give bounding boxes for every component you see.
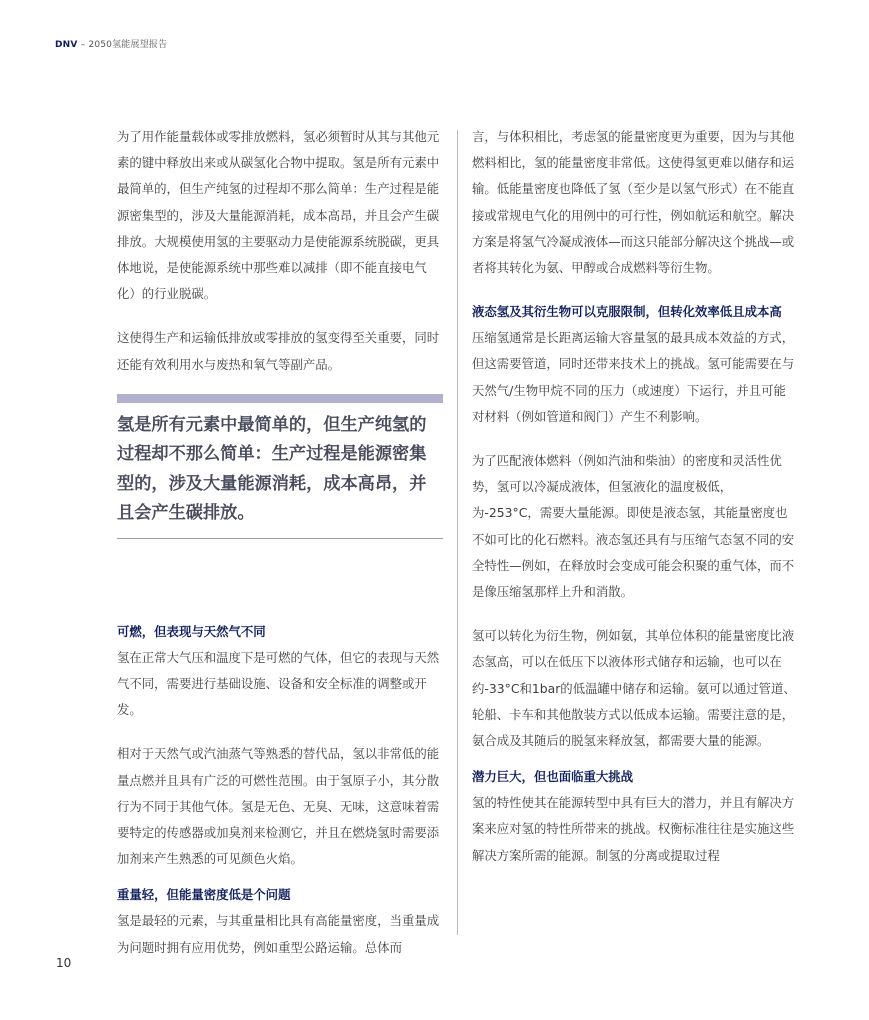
- paragraph: 为了用作能量载体或零排放燃料，氢必须暂时从其与其他元素的键中释放出来或从碳氢化合物中提取。氢是所有元素中最简单的，但生产纯氢的过程却不那么简单：生产过程是能源密集型的，涉及大量能源消耗，成本高昂，并且会产生碳排放。大规模使用氢的主要驱动力是使能源系统脱碳，更具体地说，是使能源系统中那些难以减排（即不能直接电气化）的行业脱碳。: [117, 129, 440, 302]
- paragraph: 言，与体积相比，考虑氢的能量密度更为重要，因为与其他燃料相比，氢的能量密度非常低。这使得氢更难以储存和运输。低能量密度也降低了氢（至少是以氢气形式）在不能直接或常规电气化的用例中的可行性，例如航运和航空。解决方案是将氢气冷凝成液体—而这只能部分解决这个挑战—或者将其转化为氨、甲醇或合成燃料等衍生物。: [472, 129, 795, 276]
- left-column: [117, 124, 443, 961]
- section-heading: 重量轻，但能量密度低是个问题: [117, 887, 291, 903]
- section-heading: 潜力巨大，但也面临重大挑战: [472, 769, 634, 785]
- paragraph: 氢的特性使其在能源转型中具有巨大的潜力，并且有解决方案来应对氢的特性所带来的挑战。权衡标准往往是实施这些解决方案所需的能源。制氢的分离或提取过程: [472, 795, 795, 863]
- pull-quote: 氢是所有元素中最简单的，但生产纯氢的过程却不那么简单：生产过程是能源密集型的，涉及大量能源消耗，成本高昂，并且会产生碳排放。: [117, 403, 443, 539]
- section-heading: 液态氢及其衍生物可以克服限制，但转化效率低且成本高: [472, 304, 782, 320]
- report-title: – 2050氢能展望报告: [77, 40, 168, 50]
- right-column: [472, 124, 798, 869]
- running-header: [55, 37, 167, 50]
- paragraph: 压缩氢通常是长距离运输大容量氢的最具成本效益的方式，但这需要管道，同时还带来技术上的挑战。氢可能需要在与天然气/生物甲烷不同的压力（或速度）下运行，并且可能对材料（例如管道和阀门）产生不利影响。: [472, 330, 795, 424]
- paragraph: 为了匹配液体燃料（例如汽油和柴油）的密度和灵活性优势，氢可以冷凝成液体，但氢液化的温度极低，为-253°C，需要大量能源。即使是液态氢，其能量密度也不如可比的化石燃料。液态氢还具有与压缩气态氢不同的安全特性—例如，在释放时会变成可能会积聚的重气体，而不是像压缩氢那样上升和消散。: [472, 453, 795, 600]
- section-heading: 可燃，但表现与天然气不同: [117, 623, 266, 639]
- pull-quote-bar: [117, 394, 443, 403]
- paragraph: 相对于天然气或汽油蒸气等熟悉的替代品，氢以非常低的能量点燃并且具有广泛的可燃性范围。由于氢原子小，其分散行为不同于其他气体。氢是无色、无臭、无味，这意味着需要特定的传感器或加臭剂来检测它，并且在燃烧氢时需要添加剂来产生熟悉的可见颜色火焰。: [117, 746, 440, 867]
- column-divider: [457, 130, 458, 935]
- page-number: 10: [56, 956, 72, 970]
- paragraph: 这使得生产和运输低排放或零排放的氢变得至关重要，同时还能有效利用水与废热和氧气等副产品。: [117, 330, 440, 372]
- paragraph: 氢可以转化为衍生物，例如氨，其单位体积的能量密度比液态氢高，可以在低压下以液体形式储存和运输，也可以在约-33°C和1bar的低温罐中储存和运输。氨可以通过管道、轮船、卡车和其他散装方式以低成本运输。需要注意的是，氨合成及其随后的脱氢来释放氢，都需要大量的能源。: [472, 628, 796, 749]
- paragraph: 氢在正常大气压和温度下是可燃的气体，但它的表现与天然气不同，需要进行基础设施、设备和安全标准的调整或开发。: [117, 649, 440, 718]
- paragraph: 氢是最轻的元素，与其重量相比具有高能量密度，当重量成为问题时拥有应用优势，例如重型公路运输。总体而: [117, 913, 440, 955]
- brand-logo-text: DNV: [55, 40, 78, 50]
